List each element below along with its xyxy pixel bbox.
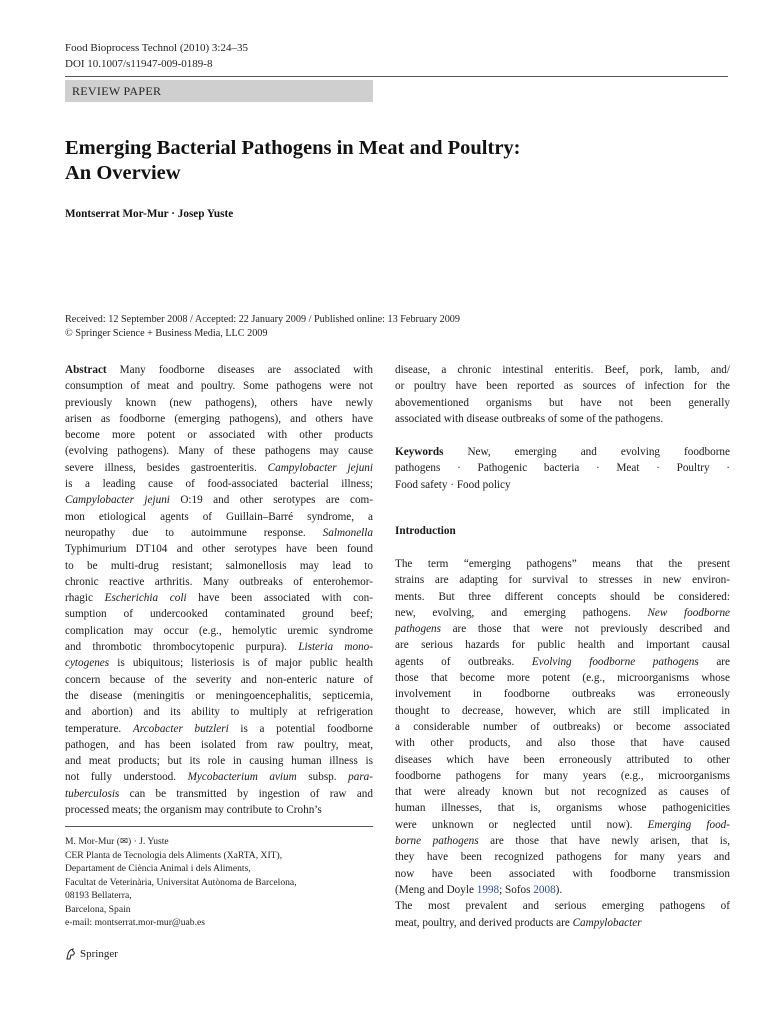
- title-line-1: Emerging Bacterial Pathogens in Meat and Poultry:: [65, 137, 521, 159]
- author-affiliation: [65, 835, 297, 930]
- author-list: Montserrat Mor-Mur · Josep Yuste: [65, 208, 234, 220]
- abstract-line: arisen as foodborne (emerging pathogens), and others have: [65, 412, 373, 425]
- abstract-line: concern because of the severity and non-enteric nature of: [65, 673, 373, 686]
- abstract-line: and meat products; but its role in causing human illness is: [65, 755, 373, 768]
- abstract-continued-line: abovementioned organisms but have not been generally: [395, 396, 730, 409]
- keywords-line: Keywords New, emerging and evolving foodborne: [395, 446, 730, 458]
- abstract-continued-line: associated with disease outbreaks of some of the pathogens.: [395, 412, 664, 425]
- header-rule: [65, 76, 728, 77]
- introduction-line: are serious hazards for public health and important causal: [395, 639, 730, 652]
- introduction-line: strains are adapting for survival to stresses in new environ-: [395, 574, 730, 587]
- footnote-line: Facultat de Veterinària, Universitat Autònoma de Barcelona,: [65, 876, 297, 888]
- abstract-continued-line: or poultry have been reported as sources of infection for the: [395, 380, 730, 393]
- abstract-left-column: [65, 362, 373, 818]
- introduction-line: The most prevalent and serious emerging pathogens of: [395, 900, 730, 913]
- abstract-line: severe illness, besides gastroenteritis. Campylobacter jejuni: [65, 461, 373, 474]
- abstract-line: processed meats; the organism may contribute to Crohn’s: [65, 804, 322, 817]
- abstract-line: mon etiological agents of Guillain–Barré syndrome, a: [65, 510, 373, 523]
- publication-dates: [65, 313, 460, 341]
- footnote-line: M. Mor-Mur (✉) · J. Yuste: [65, 836, 169, 847]
- abstract-line: and abortion) and its ability to multiply at refrigeration: [65, 706, 373, 719]
- footnote-line: Barcelona, Spain: [65, 903, 131, 915]
- abstract-line: to be multi-drug resistant; salmonellosis may lead to: [65, 559, 373, 572]
- abstract-heading: Abstract: [65, 364, 107, 376]
- introduction-line: those that become more potent (e.g., microorganisms whose: [395, 672, 730, 685]
- abstract-line: tuberculosis can be transmitted by ingestion of raw and: [65, 787, 373, 800]
- journal-citation: Food Bioprocess Technol (2010) 3:24–35: [65, 42, 248, 54]
- abstract-line: consumption of meat and poultry. Some pathogens were not: [65, 380, 373, 393]
- article-type-banner: REVIEW PAPER: [65, 80, 373, 102]
- article-title: [65, 136, 521, 186]
- introduction-line: human illnesses, that is, organisms whose pathogenicities: [395, 802, 730, 815]
- abstract-continued-line: disease, a chronic intestinal enteritis. Beef, pork, lamb, and/: [395, 364, 730, 376]
- keywords-line: pathogens · Pathogenic bacteria · Meat · Poultry ·: [395, 462, 730, 475]
- abstract-line: and thrombotic thrombocytopenic purpura). Listeria mono-: [65, 641, 373, 654]
- dates-line: Received: 12 September 2008 / Accepted: 22 January 2009 / Published online: 13 February 2009: [65, 314, 460, 325]
- footnote-rule: [65, 826, 373, 827]
- abstract-line: Typhimurium DT104 and other serotypes have been found: [65, 543, 373, 556]
- abstract-line: Abstract Many foodborne diseases are associated with: [65, 364, 373, 376]
- footnote-line: CER Planta de Tecnologia dels Aliments (XaRTA, XIT),: [65, 849, 283, 861]
- introduction-line: ments. But three different concepts should be considered:: [395, 590, 730, 603]
- abstract-line: not fully understood. Mycobacterium avium subsp. para-: [65, 771, 373, 784]
- abstract-line: temperature. Arcobacter butzleri is a potential foodborne: [65, 722, 373, 735]
- journal-header: [65, 40, 248, 72]
- introduction-line: that were already known but not recognized as causes of: [395, 786, 730, 799]
- footnote-line: e-mail: montserrat.mor-mur@uab.es: [65, 917, 205, 928]
- introduction-line: (Meng and Doyle 1998; Sofos 2008).: [395, 883, 563, 896]
- springer-horse-icon: [65, 948, 77, 960]
- abstract-line: pathogen, and has been isolated from raw poultry, meat,: [65, 738, 373, 751]
- introduction-line: foodborne pathogens for many years (e.g., microorganisms: [395, 769, 730, 782]
- keywords-line: Food safety · Food policy: [395, 478, 511, 491]
- introduction-heading: Introduction: [395, 525, 456, 537]
- introduction-line: agents of outbreaks. Evolving foodborne pathogens are: [395, 655, 730, 668]
- doi: DOI 10.1007/s11947-009-0189-8: [65, 58, 213, 70]
- introduction-line: thought to decrease, however, which are still implicated in: [395, 704, 730, 717]
- introduction-line: meat, poultry, and derived products are Campylobacter: [395, 916, 642, 929]
- abstract-line: cytogenes is ubiquitous; listeriosis is of major public health: [65, 657, 373, 670]
- introduction-line: now have been associated with foodborne transmission: [395, 867, 730, 880]
- introduction-line: The term “emerging pathogens” means that the present: [395, 558, 730, 570]
- introduction-line: new, evolving, and emerging pathogens. New foodborne: [395, 606, 730, 619]
- introduction-line: they have been recognized pathogens for many years and: [395, 851, 730, 864]
- publisher-name: Springer: [80, 948, 118, 960]
- abstract-line: (evolving pathogens). Many of these pathogens may cause: [65, 445, 373, 458]
- abstract-line: is a leading cause of food-associated bacterial illness;: [65, 478, 373, 491]
- introduction-line: involvement in foodborne outbreaks was erroneously: [395, 688, 730, 701]
- introduction-line: borne pathogens are those that have newly arisen, that is,: [395, 835, 730, 848]
- abstract-line: neuropathy due to autoimmune response. Salmonella: [65, 526, 373, 539]
- introduction-body: [395, 556, 730, 931]
- introduction-line: diseases which have been erroneously attributed to other: [395, 753, 730, 766]
- introduction-line: were unknown or neglected until now). Emerging food-: [395, 818, 730, 831]
- introduction-line: with other products, and also those that have caused: [395, 737, 730, 750]
- footnote-line: Departament de Ciència Animal i dels Aliments,: [65, 863, 251, 874]
- keywords-block: [395, 444, 730, 493]
- keywords-heading: Keywords: [395, 446, 444, 458]
- publisher-footer: [65, 948, 118, 960]
- abstract-line: the disease (meningitis or meningoencephalitis, septicemia,: [65, 689, 373, 702]
- copyright-line: © Springer Science + Business Media, LLC 2009: [65, 328, 268, 339]
- abstract-line: Campylobacter jejuni O:19 and other serotypes are com-: [65, 494, 373, 507]
- title-line-2: An Overview: [65, 162, 181, 184]
- footnote-line: 08193 Bellaterra,: [65, 890, 132, 901]
- abstract-line: become more potent or associated with other products: [65, 429, 373, 442]
- abstract-line: complication may occur (e.g., hemolytic uremic syndrome: [65, 624, 373, 637]
- abstract-line: sumption of undercooked contaminated ground beef;: [65, 608, 373, 621]
- introduction-line: a considerable number of outbreaks) or become associated: [395, 720, 730, 733]
- abstract-line: chronic reactive arthritis. Many outbreaks of enterohemor-: [65, 575, 373, 588]
- abstract-line: previously known (new pathogens), others have newly: [65, 396, 373, 409]
- abstract-right-column: [395, 362, 730, 427]
- introduction-line: pathogens are those that were not previously described and: [395, 623, 730, 636]
- abstract-line: rhagic Escherichia coli have been associated with con-: [65, 592, 374, 605]
